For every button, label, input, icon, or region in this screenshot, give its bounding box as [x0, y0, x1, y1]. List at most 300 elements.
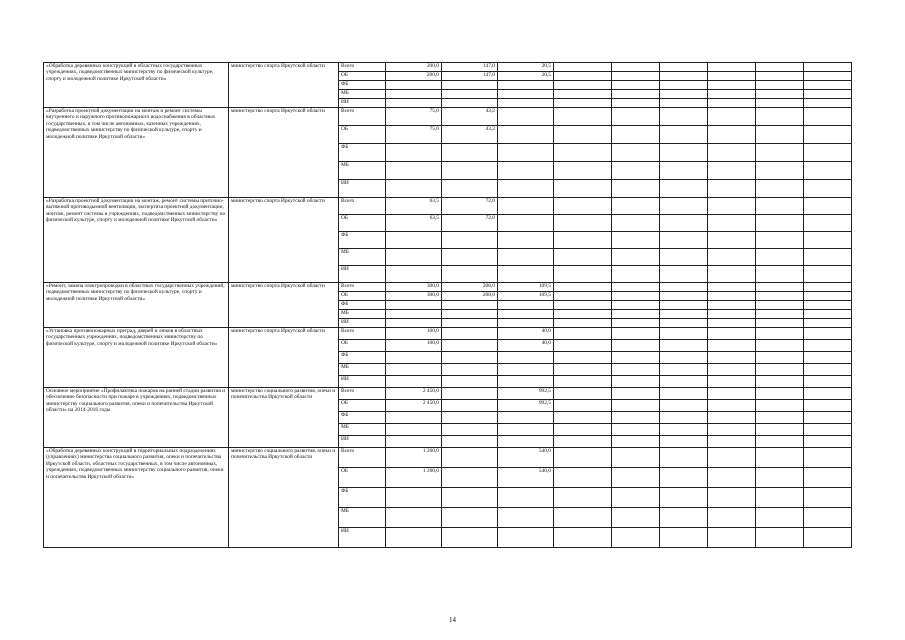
amount-cell [442, 412, 498, 424]
amount-cell: 300,0 [386, 283, 442, 292]
amount-cell: 75,0 [386, 108, 442, 126]
funding-source: ФБ [339, 232, 386, 249]
empty-cell [708, 412, 756, 424]
empty-cell [756, 328, 804, 340]
funding-source: ОБ [339, 292, 386, 301]
empty-cell [554, 376, 612, 388]
amount-cell [442, 364, 498, 376]
empty-cell [554, 63, 612, 72]
empty-cell [804, 328, 852, 340]
amount-cell: 72,0 [442, 198, 498, 215]
empty-cell [612, 424, 660, 436]
amount-cell [442, 232, 498, 249]
empty-cell [708, 81, 756, 90]
empty-cell [804, 488, 852, 508]
empty-cell [708, 352, 756, 364]
funding-source: МБ [339, 364, 386, 376]
empty-cell [660, 144, 708, 162]
empty-cell [554, 436, 612, 448]
empty-cell [804, 468, 852, 488]
empty-cell [756, 319, 804, 328]
empty-cell [660, 508, 708, 528]
empty-cell [660, 249, 708, 266]
amount-cell [386, 412, 442, 424]
table-row [44, 328, 852, 340]
empty-cell [708, 72, 756, 81]
amount-cell: 40,0 [498, 328, 554, 340]
amount-cell: 72,0 [442, 215, 498, 232]
empty-cell [660, 340, 708, 352]
empty-cell [612, 528, 660, 548]
funding-source: МБ [339, 90, 386, 99]
empty-cell [612, 162, 660, 180]
table-row [44, 283, 852, 292]
empty-cell [756, 63, 804, 72]
empty-cell [804, 436, 852, 448]
amount-cell [498, 376, 554, 388]
empty-cell [756, 81, 804, 90]
amount-cell [498, 99, 554, 108]
empty-cell [804, 108, 852, 126]
amount-cell: 540,0 [498, 448, 554, 468]
empty-cell [554, 162, 612, 180]
amount-cell [442, 528, 498, 548]
empty-cell [660, 310, 708, 319]
amount-cell [386, 424, 442, 436]
amount-cell: 2 450,0 [386, 388, 442, 400]
empty-cell [804, 388, 852, 400]
empty-cell [708, 90, 756, 99]
amount-cell: 43,2 [442, 108, 498, 126]
empty-cell [554, 215, 612, 232]
amount-cell [442, 352, 498, 364]
empty-cell [612, 215, 660, 232]
amount-cell: 300,0 [386, 292, 442, 301]
responsible-executor: министерство спорта Иркутской области [229, 283, 339, 328]
empty-cell [708, 266, 756, 283]
amount-cell: 208,0 [442, 292, 498, 301]
empty-cell [708, 249, 756, 266]
empty-cell [660, 283, 708, 292]
empty-cell [756, 364, 804, 376]
funding-source: ОБ [339, 72, 386, 81]
empty-cell [612, 468, 660, 488]
empty-cell [660, 319, 708, 328]
amount-cell [498, 310, 554, 319]
empty-cell [708, 388, 756, 400]
amount-cell [442, 508, 498, 528]
funding-source: МБ [339, 424, 386, 436]
empty-cell [708, 424, 756, 436]
amount-cell [442, 424, 498, 436]
amount-cell: 147,0 [442, 63, 498, 72]
empty-cell [756, 468, 804, 488]
activity-description: Основное мероприятие «Профилактика пожаров на ранней стадии развития и обеспечение безопасности при пожаре в учреждениях, подведомственных министерству социального развития, опеки и попечительства Иркутской области» на 2014-2016 годы [44, 388, 229, 448]
funding-source: ОБ [339, 126, 386, 144]
empty-cell [708, 144, 756, 162]
empty-cell [708, 180, 756, 198]
amount-cell [386, 249, 442, 266]
empty-cell [708, 319, 756, 328]
empty-cell [612, 81, 660, 90]
empty-cell [660, 364, 708, 376]
amount-cell [498, 488, 554, 508]
empty-cell [612, 364, 660, 376]
empty-cell [612, 180, 660, 198]
empty-cell [660, 232, 708, 249]
empty-cell [756, 162, 804, 180]
empty-cell [756, 376, 804, 388]
empty-cell [756, 388, 804, 400]
amount-cell: 63,5 [386, 215, 442, 232]
responsible-executor: министерство спорта Иркутской области [229, 198, 339, 283]
empty-cell [660, 328, 708, 340]
empty-cell [708, 400, 756, 412]
funding-source: МБ [339, 162, 386, 180]
empty-cell [756, 352, 804, 364]
amount-cell [498, 319, 554, 328]
empty-cell [756, 249, 804, 266]
empty-cell [708, 215, 756, 232]
funding-source: ФБ [339, 144, 386, 162]
funding-source: Всего [339, 198, 386, 215]
empty-cell [804, 352, 852, 364]
amount-cell [442, 488, 498, 508]
empty-cell [708, 436, 756, 448]
amount-cell [386, 364, 442, 376]
funding-source: ИИ [339, 180, 386, 198]
empty-cell [660, 215, 708, 232]
empty-cell [804, 448, 852, 468]
empty-cell [554, 310, 612, 319]
empty-cell [554, 72, 612, 81]
amount-cell [386, 488, 442, 508]
empty-cell [708, 63, 756, 72]
amount-cell [386, 436, 442, 448]
empty-cell [554, 412, 612, 424]
amount-cell [442, 319, 498, 328]
empty-cell [804, 400, 852, 412]
empty-cell [612, 412, 660, 424]
empty-cell [756, 72, 804, 81]
amount-cell [442, 436, 498, 448]
empty-cell [612, 266, 660, 283]
empty-cell [708, 528, 756, 548]
empty-cell [612, 292, 660, 301]
empty-cell [660, 72, 708, 81]
amount-cell [442, 180, 498, 198]
empty-cell [554, 528, 612, 548]
activity-description: «Ремонт, замена электропроводки в областных государственных учреждений, подведомственных министерству по физической культуре, спорту и молодежной политике Иркутской области» [44, 283, 229, 328]
amount-cell [498, 144, 554, 162]
empty-cell [708, 108, 756, 126]
amount-cell [498, 266, 554, 283]
responsible-executor: министерство спорта Иркутской области [229, 63, 339, 108]
amount-cell [386, 162, 442, 180]
amount-cell: 992,5 [498, 388, 554, 400]
empty-cell [660, 448, 708, 468]
empty-cell [660, 162, 708, 180]
funding-source: ФБ [339, 81, 386, 90]
empty-cell [612, 99, 660, 108]
empty-cell [554, 400, 612, 412]
empty-cell [660, 126, 708, 144]
empty-cell [554, 144, 612, 162]
empty-cell [756, 266, 804, 283]
empty-cell [554, 249, 612, 266]
amount-cell: 109,5 [498, 292, 554, 301]
amount-cell [498, 162, 554, 180]
table-row [44, 63, 852, 72]
funding-source: ОБ [339, 340, 386, 352]
amount-cell [498, 180, 554, 198]
empty-cell [660, 63, 708, 72]
table-row [44, 388, 852, 400]
empty-cell [708, 126, 756, 144]
empty-cell [804, 424, 852, 436]
empty-cell [804, 180, 852, 198]
amount-cell [498, 436, 554, 448]
empty-cell [612, 388, 660, 400]
empty-cell [804, 198, 852, 215]
empty-cell [804, 162, 852, 180]
funding-source: Всего [339, 63, 386, 72]
empty-cell [660, 400, 708, 412]
empty-cell [554, 180, 612, 198]
empty-cell [612, 448, 660, 468]
amount-cell [498, 232, 554, 249]
empty-cell [554, 232, 612, 249]
funding-source: Всего [339, 108, 386, 126]
empty-cell [660, 388, 708, 400]
amount-cell [386, 352, 442, 364]
empty-cell [612, 90, 660, 99]
amount-cell [386, 508, 442, 528]
amount-cell [442, 468, 498, 488]
empty-cell [554, 126, 612, 144]
empty-cell [554, 364, 612, 376]
amount-cell [442, 162, 498, 180]
amount-cell [442, 301, 498, 310]
responsible-executor: министерство спорта Иркутской области [229, 328, 339, 388]
empty-cell [708, 364, 756, 376]
empty-cell [660, 90, 708, 99]
empty-cell [660, 108, 708, 126]
empty-cell [708, 328, 756, 340]
empty-cell [804, 99, 852, 108]
empty-cell [708, 488, 756, 508]
empty-cell [612, 72, 660, 81]
empty-cell [612, 319, 660, 328]
amount-cell [442, 249, 498, 266]
empty-cell [804, 72, 852, 81]
empty-cell [708, 292, 756, 301]
funding-source: ИИ [339, 376, 386, 388]
empty-cell [612, 283, 660, 292]
amount-cell: 200,0 [386, 63, 442, 72]
empty-cell [660, 266, 708, 283]
empty-cell [554, 328, 612, 340]
empty-cell [660, 436, 708, 448]
funding-source: МБ [339, 310, 386, 319]
amount-cell: 2 450,0 [386, 400, 442, 412]
empty-cell [708, 99, 756, 108]
amount-cell: 100,0 [386, 328, 442, 340]
amount-cell [386, 180, 442, 198]
amount-cell [498, 249, 554, 266]
empty-cell [554, 283, 612, 292]
empty-cell [804, 266, 852, 283]
responsible-executor: министерство социального развития, опеки и попечительства Иркутской области [229, 448, 339, 548]
responsible-executor: министерство спорта Иркутской области [229, 108, 339, 198]
empty-cell [804, 310, 852, 319]
empty-cell [612, 232, 660, 249]
activity-description: «Обработка деревянных конструкций в территориальных подразделениях (управлениях) министерства социального развития, опеки и попечительства Иркутской области, областных государственных, в том числе автономных, учреждениях, подведомственных министерству социального развития, опеки и попечительства Иркутской области» [44, 448, 229, 548]
amount-cell [498, 528, 554, 548]
empty-cell [708, 448, 756, 468]
empty-cell [804, 528, 852, 548]
amount-cell [498, 81, 554, 90]
funding-source: Всего [339, 448, 386, 468]
amount-cell [498, 412, 554, 424]
amount-cell: 100,0 [386, 340, 442, 352]
amount-cell [498, 301, 554, 310]
empty-cell [804, 81, 852, 90]
empty-cell [756, 232, 804, 249]
amount-cell: 20,5 [498, 72, 554, 81]
empty-cell [612, 328, 660, 340]
amount-cell: 992,5 [498, 400, 554, 412]
amount-cell: 43,2 [442, 126, 498, 144]
funding-source: ИИ [339, 436, 386, 448]
empty-cell [554, 488, 612, 508]
activity-description: «Разработка проектной документации на монтаж, ремонт системы приточно-вытяжной противодымной вентиляции, экспертиза проектной документации, монтаж, ремонт системы в учреждениях, подведомственных министерству по физической культуре, спорту и молодежной политике Иркутской области» [44, 198, 229, 283]
amount-cell [498, 215, 554, 232]
amount-cell [386, 144, 442, 162]
amount-cell [442, 310, 498, 319]
empty-cell [554, 468, 612, 488]
empty-cell [756, 126, 804, 144]
empty-cell [756, 90, 804, 99]
empty-cell [612, 340, 660, 352]
table-row [44, 448, 852, 468]
amount-cell: 40,0 [498, 340, 554, 352]
amount-cell: 20,5 [498, 63, 554, 72]
empty-cell [804, 376, 852, 388]
empty-cell [660, 198, 708, 215]
empty-cell [756, 215, 804, 232]
empty-cell [804, 232, 852, 249]
table-row [44, 108, 852, 126]
amount-cell [442, 340, 498, 352]
empty-cell [756, 412, 804, 424]
amount-cell [442, 388, 498, 400]
activity-description: «Установка противопожарных преград, дверей и люков в областных государственных учреждениях, подведомственных министерству по физической культуре, спорту и молодежной политике Иркутской области» [44, 328, 229, 388]
empty-cell [660, 81, 708, 90]
amount-cell [442, 81, 498, 90]
funding-source: ОБ [339, 468, 386, 488]
amount-cell [498, 90, 554, 99]
empty-cell [804, 90, 852, 99]
amount-cell [442, 400, 498, 412]
empty-cell [804, 126, 852, 144]
empty-cell [708, 283, 756, 292]
empty-cell [554, 99, 612, 108]
funding-source: Всего [339, 328, 386, 340]
responsible-executor: министерство социального развития, опеки и попечительства Иркутской области [229, 388, 339, 448]
empty-cell [554, 90, 612, 99]
empty-cell [660, 301, 708, 310]
empty-cell [554, 388, 612, 400]
empty-cell [554, 81, 612, 90]
empty-cell [756, 528, 804, 548]
empty-cell [612, 310, 660, 319]
amount-cell: 1 200,0 [386, 468, 442, 488]
funding-source: МБ [339, 249, 386, 266]
amount-cell [386, 319, 442, 328]
empty-cell [708, 310, 756, 319]
empty-cell [708, 301, 756, 310]
empty-cell [756, 310, 804, 319]
empty-cell [756, 108, 804, 126]
empty-cell [612, 249, 660, 266]
empty-cell [708, 376, 756, 388]
empty-cell [756, 198, 804, 215]
empty-cell [660, 488, 708, 508]
activity-description: «Обработка деревянных конструкций в областных государственных учреждениях, подведомственных министерству по физической культуре, спорту и молодежной политике Иркутской области» [44, 63, 229, 108]
empty-cell [660, 468, 708, 488]
empty-cell [554, 108, 612, 126]
funding-source: ОБ [339, 400, 386, 412]
empty-cell [612, 376, 660, 388]
empty-cell [554, 340, 612, 352]
empty-cell [756, 283, 804, 292]
empty-cell [756, 488, 804, 508]
amount-cell [442, 328, 498, 340]
empty-cell [804, 283, 852, 292]
empty-cell [708, 340, 756, 352]
empty-cell [804, 249, 852, 266]
amount-cell [442, 144, 498, 162]
amount-cell [386, 99, 442, 108]
empty-cell [756, 508, 804, 528]
empty-cell [612, 63, 660, 72]
empty-cell [804, 412, 852, 424]
funding-source: Всего [339, 283, 386, 292]
amount-cell: 147,0 [442, 72, 498, 81]
budget-table [43, 62, 852, 548]
funding-source: МБ [339, 508, 386, 528]
empty-cell [660, 376, 708, 388]
empty-cell [804, 215, 852, 232]
empty-cell [554, 352, 612, 364]
empty-cell [554, 292, 612, 301]
empty-cell [804, 319, 852, 328]
amount-cell: 1 200,0 [386, 448, 442, 468]
empty-cell [612, 108, 660, 126]
empty-cell [756, 301, 804, 310]
amount-cell [442, 90, 498, 99]
empty-cell [804, 364, 852, 376]
amount-cell [386, 376, 442, 388]
empty-cell [756, 448, 804, 468]
amount-cell [386, 310, 442, 319]
amount-cell [498, 198, 554, 215]
amount-cell: 75,0 [386, 126, 442, 144]
amount-cell [442, 376, 498, 388]
empty-cell [708, 198, 756, 215]
empty-cell [804, 508, 852, 528]
